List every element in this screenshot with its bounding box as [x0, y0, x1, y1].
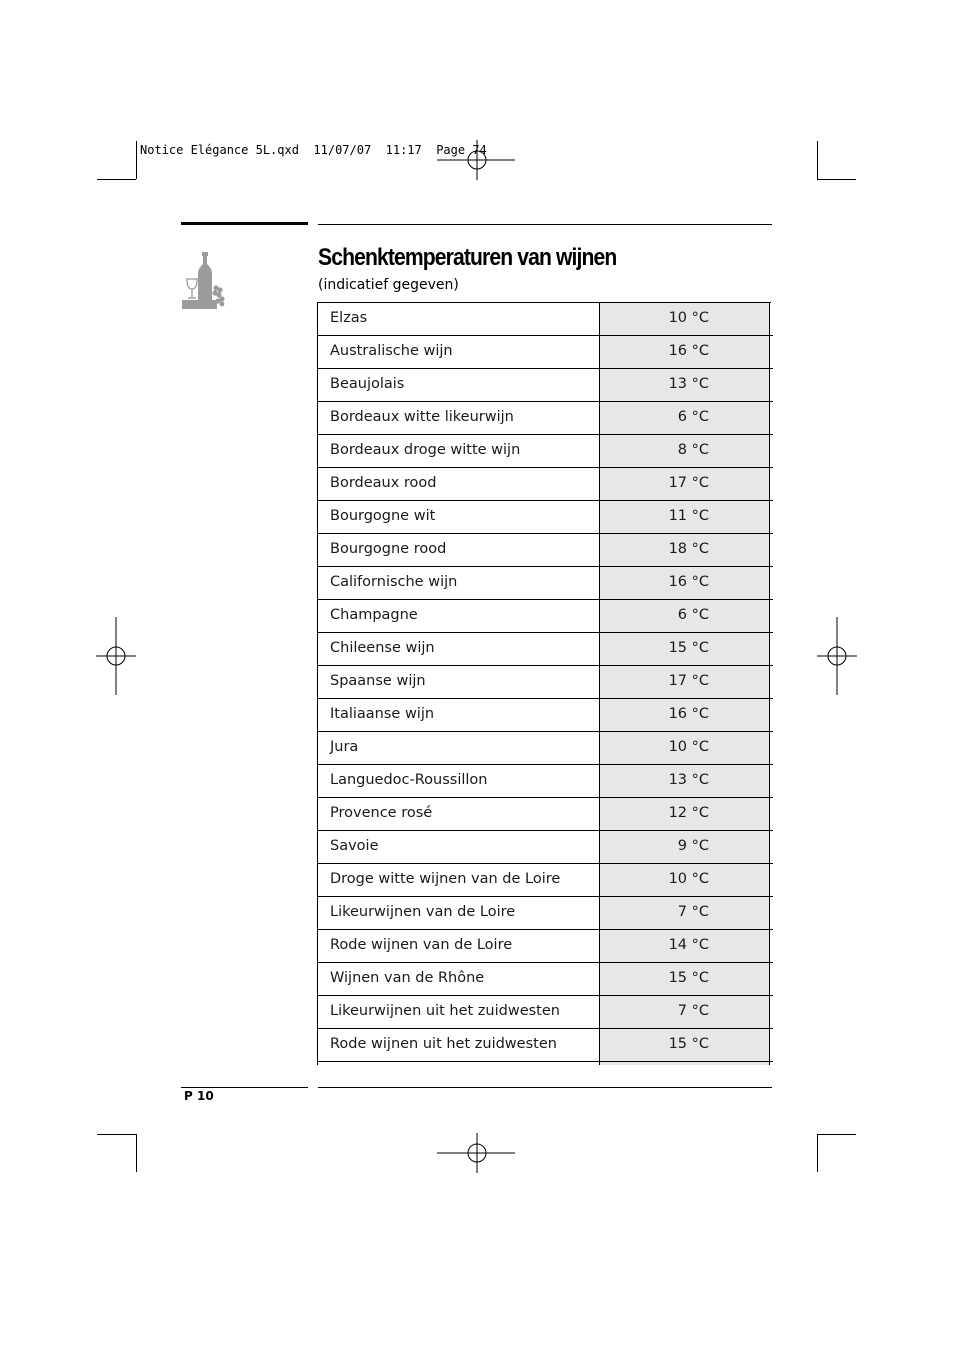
wine-name-cell: Elzas	[318, 303, 600, 335]
serving-temperature-cell: 6 °C	[600, 600, 770, 632]
serving-temperature-cell: 10 °C	[600, 864, 770, 896]
serving-temperature-cell: 11 °C	[600, 501, 770, 533]
bottom-rule-left	[181, 1087, 308, 1088]
serving-temperature-cell: 15 °C	[600, 633, 770, 665]
table-row	[318, 501, 773, 534]
wine-name-cell: Savoie	[318, 831, 600, 863]
table-row	[318, 468, 773, 501]
page-subtitle: (indicatief gegeven)	[318, 277, 459, 293]
wine-name-cell: Bourgogne rood	[318, 534, 600, 566]
serving-temperature-cell: 13 °C	[600, 369, 770, 401]
wine-name-cell: Likeurwijnen uit het zuidwesten	[318, 996, 600, 1028]
serving-temperature-cell: 17 °C	[600, 666, 770, 698]
serving-temperature-cell: 10 °C	[600, 303, 770, 335]
crop-mark-tr-h	[817, 179, 856, 180]
table-row	[318, 336, 773, 369]
wine-name-cell: Chileense wijn	[318, 633, 600, 665]
file-slug: Notice Elégance 5L.qxd 11/07/07 11:17 Page 74	[140, 143, 487, 157]
wine-temperature-table	[317, 302, 773, 1065]
page-number: P 10	[184, 1089, 214, 1103]
wine-name-cell: Likeurwijnen van de Loire	[318, 897, 600, 929]
top-rule-thin	[318, 224, 772, 225]
wine-name-cell: Jura	[318, 732, 600, 764]
wine-name-cell: Languedoc-Roussillon	[318, 765, 600, 797]
table-row	[318, 534, 773, 567]
table-rows	[318, 303, 773, 1065]
serving-temperature-cell: 15 °C	[600, 963, 770, 995]
serving-temperature-cell: 16 °C	[600, 699, 770, 731]
wine-bottle-glass-grapes-icon	[182, 250, 228, 310]
wine-name-cell: Bourgogne wit	[318, 501, 600, 533]
table-row	[318, 798, 773, 831]
wine-name-cell	[318, 1062, 600, 1065]
table-row	[318, 1062, 773, 1065]
wine-name-cell: Italiaanse wijn	[318, 699, 600, 731]
table-row	[318, 303, 773, 336]
serving-temperature-cell: 17 °C	[600, 468, 770, 500]
crop-mark-br-h	[817, 1134, 856, 1135]
table-row	[318, 600, 773, 633]
serving-temperature-cell: 7 °C	[600, 897, 770, 929]
crop-mark-tl-v	[136, 141, 137, 179]
crop-mark-tl-h	[97, 179, 136, 180]
serving-temperature-cell: 8 °C	[600, 435, 770, 467]
serving-temperature-cell: 15 °C	[600, 1029, 770, 1061]
table-row	[318, 633, 773, 666]
serving-temperature-cell: 18 °C	[600, 534, 770, 566]
wine-name-cell: Californische wijn	[318, 567, 600, 599]
registration-mark-right	[817, 617, 857, 697]
serving-temperature-cell: 6 °C	[600, 402, 770, 434]
table-row	[318, 996, 773, 1029]
table-row	[318, 402, 773, 435]
serving-temperature-cell: 12 °C	[600, 798, 770, 830]
wine-name-cell: Provence rosé	[318, 798, 600, 830]
table-row	[318, 666, 773, 699]
crop-mark-bl-v	[136, 1134, 137, 1172]
serving-temperature-cell: 16 °C	[600, 567, 770, 599]
table-row	[318, 732, 773, 765]
top-rule-thick	[181, 222, 308, 225]
serving-temperature-cell	[600, 1062, 770, 1065]
wine-name-cell: Bordeaux rood	[318, 468, 600, 500]
table-row	[318, 963, 773, 996]
serving-temperature-cell: 14 °C	[600, 930, 770, 962]
table-row	[318, 369, 773, 402]
table-row	[318, 864, 773, 897]
table-row	[318, 435, 773, 468]
serving-temperature-cell: 9 °C	[600, 831, 770, 863]
wine-name-cell: Beaujolais	[318, 369, 600, 401]
table-row	[318, 699, 773, 732]
bottom-rule-right	[318, 1087, 772, 1088]
table-row	[318, 765, 773, 798]
wine-name-cell: Droge witte wijnen van de Loire	[318, 864, 600, 896]
table-row	[318, 1029, 773, 1062]
registration-mark-bottom	[437, 1133, 517, 1173]
table-row	[318, 567, 773, 600]
wine-name-cell: Bordeaux witte likeurwijn	[318, 402, 600, 434]
crop-mark-tr-v	[817, 141, 818, 179]
serving-temperature-cell: 13 °C	[600, 765, 770, 797]
wine-name-cell: Champagne	[318, 600, 600, 632]
page-title: Schenktemperaturen van wijnen	[318, 244, 617, 271]
serving-temperature-cell: 7 °C	[600, 996, 770, 1028]
wine-name-cell: Australische wijn	[318, 336, 600, 368]
table-row	[318, 897, 773, 930]
table-row	[318, 930, 773, 963]
serving-temperature-cell: 16 °C	[600, 336, 770, 368]
table-row	[318, 831, 773, 864]
wine-name-cell: Wijnen van de Rhône	[318, 963, 600, 995]
serving-temperature-cell: 10 °C	[600, 732, 770, 764]
crop-mark-bl-h	[97, 1134, 136, 1135]
wine-name-cell: Rode wijnen van de Loire	[318, 930, 600, 962]
crop-mark-br-v	[817, 1134, 818, 1172]
wine-name-cell: Spaanse wijn	[318, 666, 600, 698]
wine-name-cell: Bordeaux droge witte wijn	[318, 435, 600, 467]
registration-mark-left	[96, 617, 136, 697]
wine-name-cell: Rode wijnen uit het zuidwesten	[318, 1029, 600, 1061]
